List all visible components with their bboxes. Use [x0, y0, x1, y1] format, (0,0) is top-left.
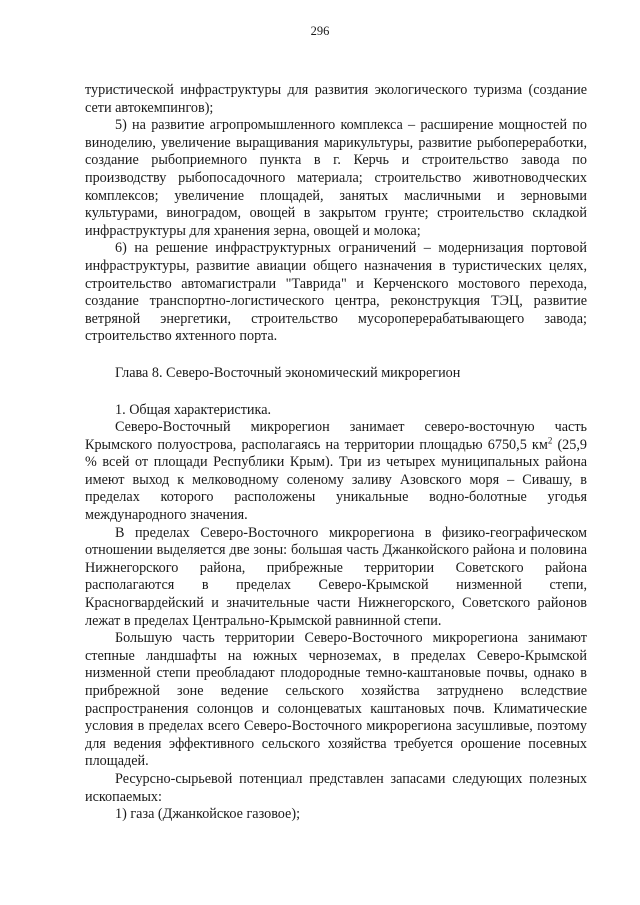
paragraph-general-characteristics: 1. Общая характеристика. — [115, 401, 272, 418]
paragraph-infrastructure-limits: 6) на решение инфраструктурных ограничений – модернизация портовой инфраструктуры, развитие авиации общего назначения в туристических целях, строительство автомагистрали "Таврида" и Керченского мостового перехода, создание транспортно-логистического центра, реконструкция ТЭЦ, развитие ветряной энергетики, строительство мусороперерабатывающего завода; строительство яхтенного порта. — [85, 240, 587, 345]
paragraph-physical-geography: В пределах Северо-Восточного микрорегиона в физико-географическом отношении выделяется две зоны: большая часть Джанкойского района и половина Нижнегорского района, прибрежные территории Советского района располагаются в пределах Северо-Крымской низменной степи, Красногвардейский и значительные части Нижнегорского, Советского районов лежат в пределах Центрально-Крымской равнинной степи. — [85, 524, 587, 629]
paragraph-agro-industrial: 5) на развитие агропромышленного комплекса – расширение мощностей по виноделию, увеличение выращивания марикультуры, развитие рыбопереработки, создание рыбоприемного пункта в г. Керчь и строительство завода по производству рыбопосадочного материала; строительство животноводческих комплексов; увеличение площадей, занятых масличными и зерновыми культурами, виноградом, овощей в закрытом грунте; строительство складкой инфраструктуры для хранения зерна, овощей и молока; — [85, 117, 587, 239]
paragraph-resource-potential: Ресурсно-сырьевой потенциал представлен запасами следующих полезных ископаемых: — [85, 770, 587, 805]
page-content — [85, 82, 587, 824]
area-unit-superscript: 2 — [547, 434, 553, 445]
area-text: Северо-Восточный микрорегион занимает северо-восточную часть Крымского полуострова, располагаясь на территории площадью 6750,5 км — [85, 419, 587, 453]
area-text-continued: (25,9 % всей от площади Республики Крым). Три из четырех муниципальных района имеют выход к мелководному соленому заливу Азовского моря – Сивашу, в пределах которого расположены уникальные водно-болотные угодья международного значения. — [85, 436, 587, 524]
chapter-heading: Глава 8. Северо-Восточный экономический микрорегион — [115, 364, 461, 381]
paragraph-tourism-infrastructure: туристической инфраструктуры для развития экологического туризма (создание сети автокемпингов); — [85, 82, 587, 116]
paragraph-landscapes-climate: Большую часть территории Северо-Восточного микрорегиона занимают степные ландшафты на южных черноземах, в пределах Северо-Крымской низменной степи преобладают плодородные темно-каштановые почвы, однако в прибрежной зоне ведение сельского хозяйства затруднено вследствие распространения солонцов и солонцеватых каштановых почв. Климатические условия в пределах всего Северо-Восточного микрорегиона засушливые, поэтому для ведения эффективного сельского хозяйства требуется орошение посевных площадей. — [85, 630, 587, 770]
paragraph-gas-resources: 1) газа (Джанкойское газовое); — [115, 806, 301, 823]
page-number: 296 — [310, 24, 330, 38]
paragraph-area-description — [85, 419, 587, 525]
